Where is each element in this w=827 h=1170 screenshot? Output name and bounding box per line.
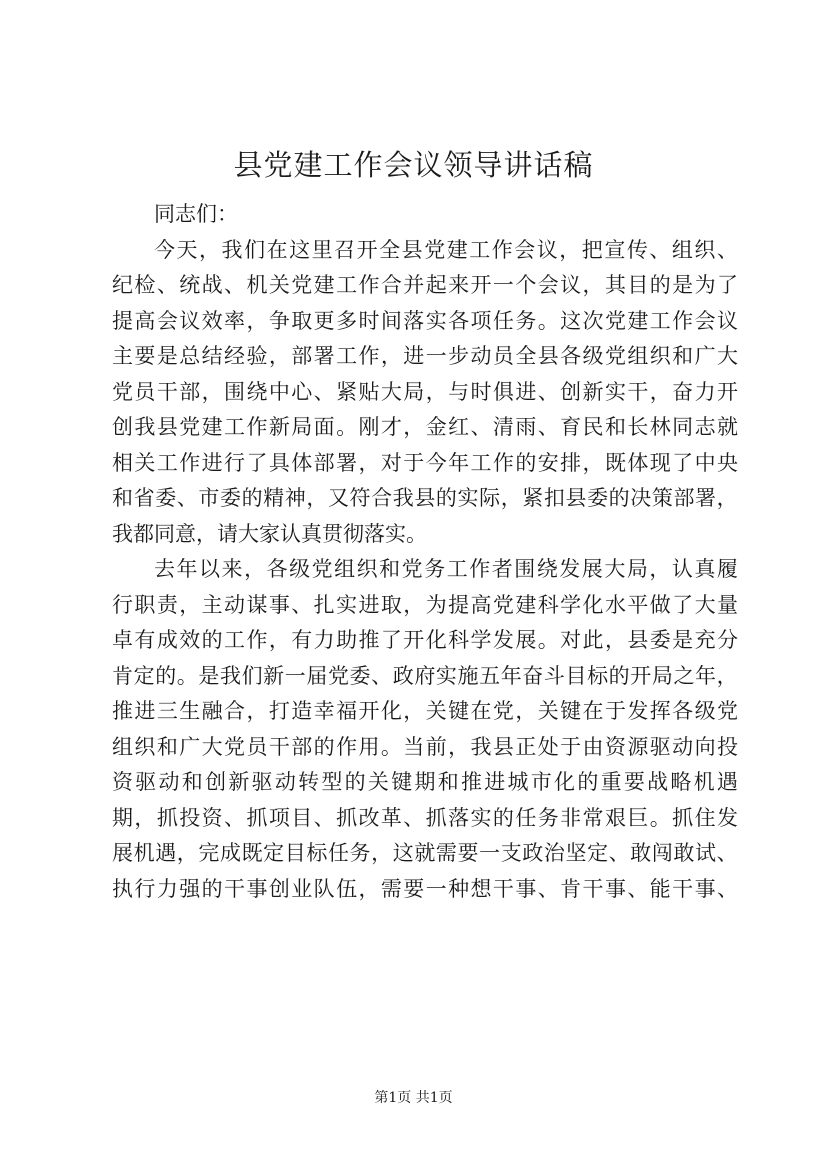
text-line: 资 驱 动 和 创 新 驱 动 转 型 的 关 键 期 和 推 进 城 市 化 的 重 要 战 略 机 遇 xyxy=(112,770,738,794)
text-line: 党 员 干 部 ， 围 绕 中 心 、 紧 贴 大 局 ， 与 时 俱 进 、 创 新 实 干 ， 奋 力 开 xyxy=(112,379,738,404)
document-title: 县党建工作会议领导讲话稿 xyxy=(233,148,594,182)
paragraph-lines xyxy=(112,233,738,908)
text-line: 创 我 县 党 建 工 作 新 局 面 。 刚 才 ， 金 红 、 清 雨 、 育 民 和 长 林 同 志 就 xyxy=(112,415,738,439)
text-line: 行 职 责 ， 主 动 谋 事 、 扎 实 进 取 ， 为 提 高 党 建 科 学 化 水 平 做 了 大 量 xyxy=(112,592,738,617)
text-line: 组 织 和 广 大 党 员 干 部 的 作 用 。 当 前 ， 我 县 正 处 于 由 资 源 驱 动 向 投 xyxy=(112,734,738,759)
text-line: 推 进 三 生 融 合 ， 打 造 幸 福 开 化 ， 关 键 在 党 ， 关 键 在 于 发 挥 各 级 党 xyxy=(112,699,738,723)
text-line: 今 天 ， 我 们 在 这 里 召 开 全 县 党 建 工 作 会 议 ， 把 宣 传 、 组 织 、 xyxy=(154,237,738,262)
text-line: 主 要 是 总 结 经 验 ， 部 署 工 作 ， 进 一 步 动 员 全 县 各 级 党 组 织 和 广 大 xyxy=(112,344,738,368)
text-line: 我都同意，请大家认真贯彻落实。 xyxy=(112,521,427,546)
text-line: 纪 检 、 统 战 、 机 关 党 建 工 作 合 并 起 来 开 一 个 会 议 ， 其 目 的 是 为 了 xyxy=(112,273,738,297)
salutation: 同志们： xyxy=(154,202,238,226)
text-line: 期 ， 抓 投 资 、 抓 项 目 、 抓 改 革 、 抓 落 实 的 任 务 非 常 艰 巨 。 抓 住 发 xyxy=(112,805,738,830)
text-line: 相 关 工 作 进 行 了 具 体 部 署 ， 对 于 今 年 工 作 的 安 排 ， 既 体 现 了 中 央 xyxy=(112,450,738,475)
text-line: 去 年 以 来 ， 各 级 党 组 织 和 党 务 工 作 者 围 绕 发 展 大 局 ， 认 真 履 xyxy=(154,557,738,581)
text-line: 提 高 会 议 效 率 ， 争 取 更 多 时 间 落 实 各 项 任 务 。 这 次 党 建 工 作 会 议 xyxy=(112,308,738,333)
text-line: 和 省 委 、 市 委 的 精 神 ， 又 符 合 我 县 的 实 际 ， 紧 扣 县 委 的 决 策 部 署 ， xyxy=(112,486,738,510)
document-body xyxy=(112,197,738,907)
text-line: 卓 有 成 效 的 工 作 ， 有 力 助 推 了 开 化 科 学 发 展 。 对 此 ， 县 委 是 充 分 xyxy=(112,628,738,652)
page-footer: 第1页 共1页 xyxy=(374,1090,453,1106)
text-line: 展 机 遇 ， 完 成 既 定 目 标 任 务 ， 这 就 需 要 一 支 政 治 坚 定 、 敢 闯 敢 试 、 xyxy=(112,841,738,865)
salutation-line xyxy=(112,197,738,233)
text-line: 肯 定 的 。 是 我 们 新 一 届 党 委 、 政 府 实 施 五 年 奋 斗 目 标 的 开 局 之 年 ， xyxy=(112,663,738,688)
text-line: 执 行 力 强 的 干 事 创 业 队 伍 ， 需 要 一 种 想 干 事 、 肯 干 事 、 能 干 事 、 xyxy=(112,876,738,901)
